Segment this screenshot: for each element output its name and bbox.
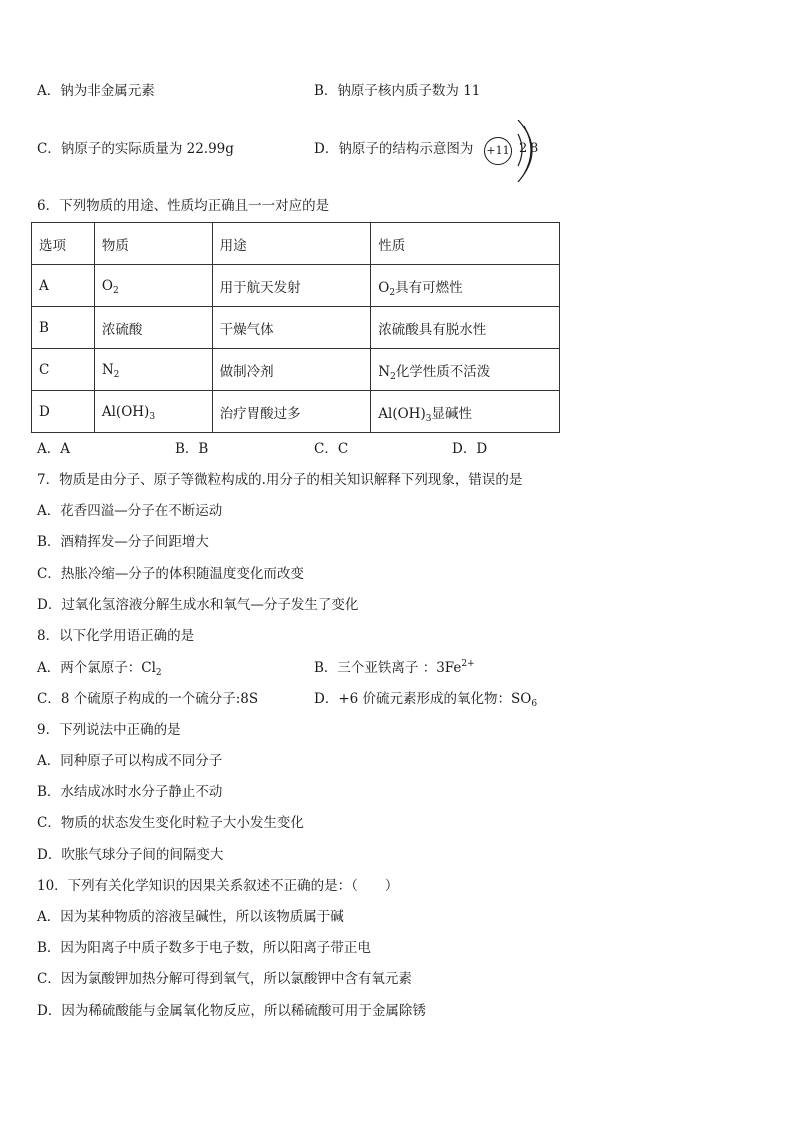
q10-option-b: B．因为阳离子中质子数多于电子数，所以阳离子带正电 bbox=[37, 940, 371, 956]
shell-2-electrons: 8 bbox=[530, 141, 539, 156]
q6-answer-b: B．B bbox=[175, 441, 209, 457]
q8-stem: 8．以下化学用语正确的是 bbox=[37, 628, 195, 644]
q10-option-a: A．因为某种物质的溶液呈碱性，所以该物质属于碱 bbox=[37, 909, 344, 925]
q10-option-c: C．因为氯酸钾加热分解可得到氧气，所以氯酸钾中含有氧元素 bbox=[37, 971, 412, 987]
q9-option-a: A．同种原子可以构成不同分子 bbox=[37, 753, 223, 769]
q5-option-d: D．钠原子的结构示意图为 bbox=[314, 141, 474, 157]
row-option: C bbox=[32, 349, 95, 391]
q8-option-c: C．8 个硫原子构成的一个硫分子:8S bbox=[37, 691, 259, 707]
row-property: $N_2$化学性质不活泼 bbox=[371, 349, 560, 391]
row-use: 治疗胃酸过多 bbox=[212, 391, 371, 433]
q8-option-b: B．三个亚铁离子 ：$3Fe^{2+}$ bbox=[314, 659, 475, 676]
q6-table bbox=[31, 222, 560, 433]
q9-option-c: C．物质的状态发生变化时粒子大小发生变化 bbox=[37, 815, 304, 831]
q6-answer-a: A．A bbox=[37, 441, 70, 457]
q7-option-d: D．过氧化氢溶液分解生成水和氧气—分子发生了变化 bbox=[37, 597, 359, 613]
q5-option-a: A．钠为非金属元素 bbox=[37, 83, 155, 99]
row-option: A bbox=[32, 265, 95, 307]
row-use: 用于航天发射 bbox=[212, 265, 371, 307]
sodium-atom-diagram bbox=[482, 120, 552, 182]
table-row bbox=[32, 391, 560, 433]
q9-option-d: D．吹胀气球分子间的间隔变大 bbox=[37, 847, 224, 863]
row-property: $O_2$具有可燃性 bbox=[371, 265, 560, 307]
q7-stem: 7．物质是由分子、原子等微粒构成的.用分子的相关知识解释下列现象，错误的是 bbox=[37, 472, 523, 488]
q6-stem: 6．下列物质的用途、性质均正确且一一对应的是 bbox=[37, 198, 330, 214]
table-header-row bbox=[32, 223, 560, 265]
q8-option-a: A．两个氯原子：$Cl_2$ bbox=[37, 660, 162, 678]
row-property: 浓硫酸具有脱水性 bbox=[371, 307, 560, 349]
row-substance: $N_2$ bbox=[94, 349, 212, 391]
q7-option-a: A．花香四溢—分子在不断运动 bbox=[37, 503, 223, 519]
atom-nucleus: +11 bbox=[484, 137, 512, 165]
header-property: 性质 bbox=[371, 223, 560, 265]
electron-shell-arcs bbox=[482, 120, 552, 182]
q5-option-c: C．钠原子的实际质量为 22.99g bbox=[37, 141, 234, 157]
row-use: 干燥气体 bbox=[212, 307, 371, 349]
header-option: 选项 bbox=[32, 223, 95, 265]
row-substance: 浓硫酸 bbox=[94, 307, 212, 349]
row-property: $Al(OH)_3$显碱性 bbox=[371, 391, 560, 433]
q6-answer-c: C．C bbox=[314, 441, 349, 457]
q9-stem: 9．下列说法中正确的是 bbox=[37, 722, 181, 738]
header-substance: 物质 bbox=[94, 223, 212, 265]
q9-option-b: B．水结成冰时水分子静止不动 bbox=[37, 784, 223, 800]
q7-option-c: C．热胀冷缩—分子的体积随温度变化而改变 bbox=[37, 566, 304, 582]
shell-1-electrons: 2 bbox=[519, 141, 528, 156]
q7-option-b: B．酒精挥发—分子间距增大 bbox=[37, 534, 209, 550]
table-row bbox=[32, 265, 560, 307]
table-row bbox=[32, 307, 560, 349]
row-use: 做制冷剂 bbox=[212, 349, 371, 391]
q5-option-b: B．钠原子核内质子数为 11 bbox=[314, 83, 481, 99]
row-substance: $Al(OH)_3$ bbox=[94, 391, 212, 433]
q6-answer-d: D．D bbox=[452, 441, 488, 457]
q8-option-d: D．+6 价硫元素形成的氧化物：$SO_6$ bbox=[314, 691, 538, 709]
row-substance: $O_2$ bbox=[94, 265, 212, 307]
q10-stem: 10．下列有关化学知识的因果关系叙述不正确的是：（ ） bbox=[37, 878, 399, 894]
row-option: D bbox=[32, 391, 95, 433]
row-option: B bbox=[32, 307, 95, 349]
table-row bbox=[32, 349, 560, 391]
header-use: 用途 bbox=[212, 223, 371, 265]
q10-option-d: D．因为稀硫酸能与金属氧化物反应，所以稀硫酸可用于金属除锈 bbox=[37, 1003, 426, 1019]
